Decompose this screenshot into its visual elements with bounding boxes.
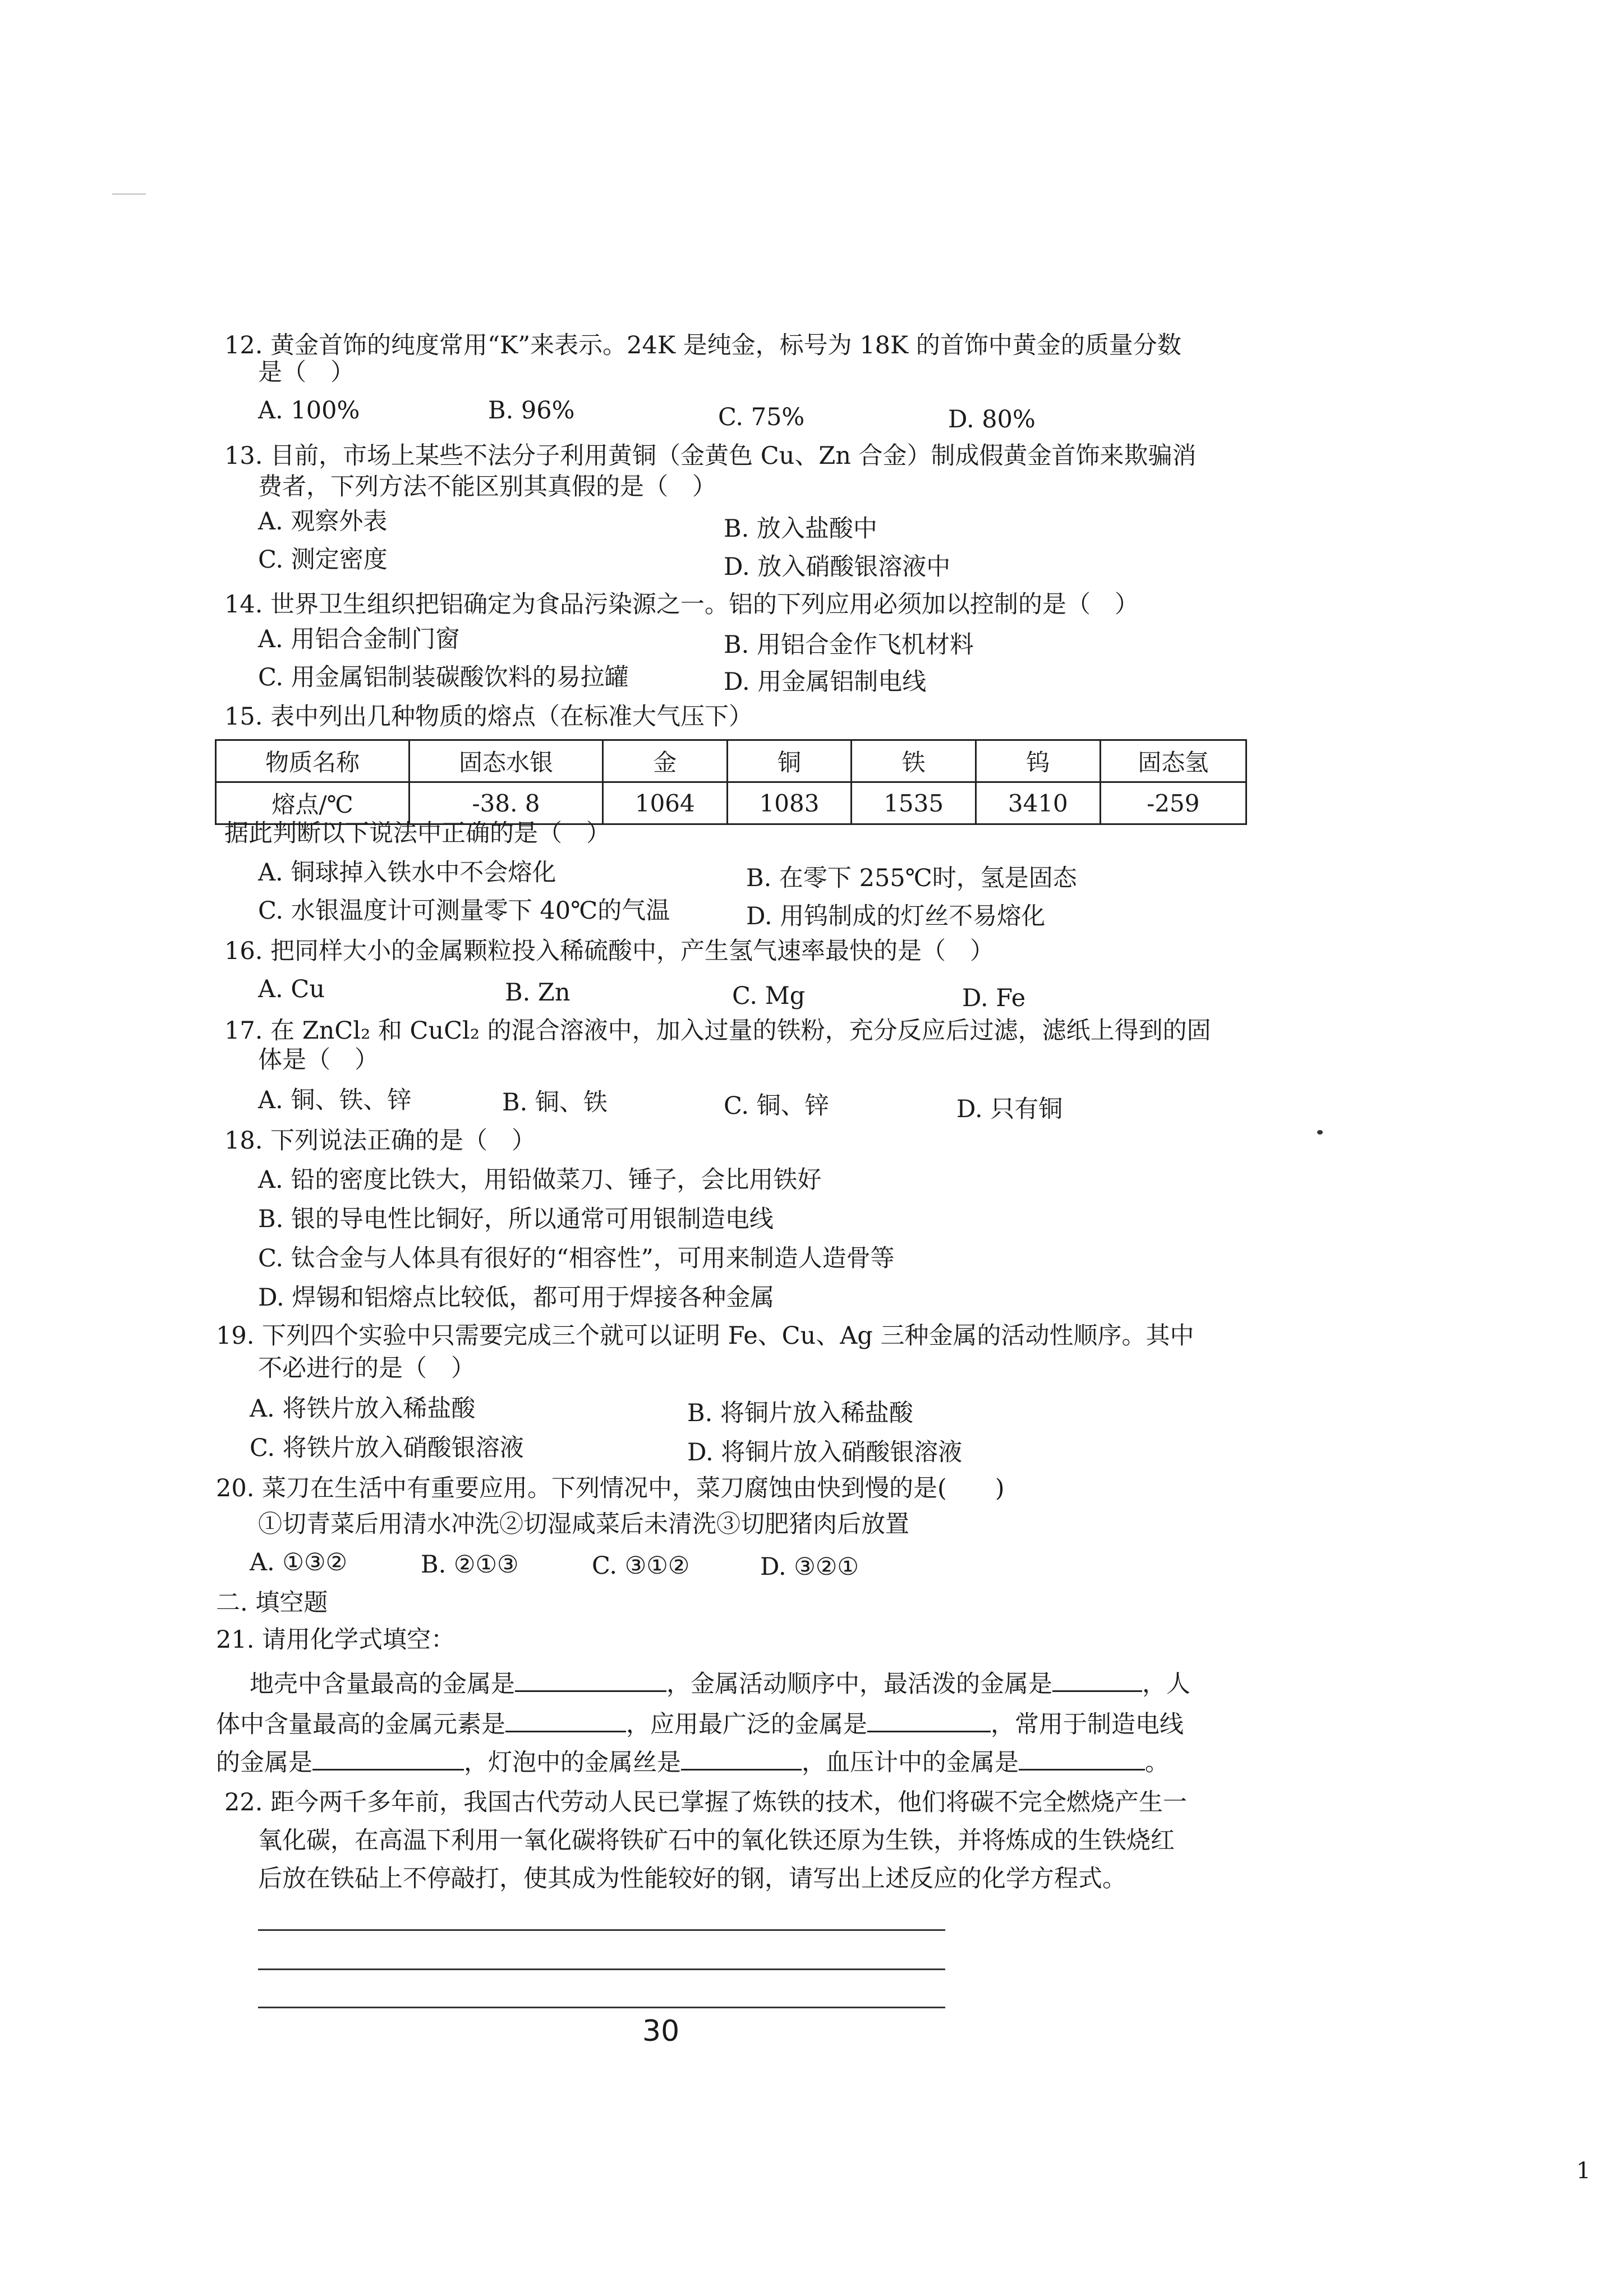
answer-blank[interactable] (515, 1668, 666, 1692)
question-18-line1: 18. 下列说法正确的是（ ） (224, 1127, 536, 1155)
question-17-line2: 体是（ ） (258, 1046, 379, 1074)
table-cell: 1064 (602, 782, 727, 824)
question-20-line2: ①切青菜后用清水冲洗②切湿咸菜后未清洗③切肥猪肉后放置 (258, 1510, 909, 1538)
q16-option-a: A. Cu (258, 975, 325, 1003)
question-21-line3 (216, 1746, 1169, 1778)
table-cell: 铜 (727, 740, 852, 782)
q12-option-a: A. 100% (258, 397, 360, 425)
q21-text: ，灯泡中的金属丝是 (464, 1749, 681, 1777)
question-17-line1: 17. 在 ZnCl₂ 和 CuCl₂ 的混合溶液中，加入过量的铁粉，充分反应后过滤，滤纸上得到的固 (224, 1017, 1211, 1045)
answer-line[interactable] (258, 2007, 945, 2008)
q20-option-d: D. ③②① (760, 1553, 859, 1581)
q14-option-c: C. 用金属铝制装碳酸饮料的易拉罐 (258, 663, 629, 691)
q18-option-d: D. 焊锡和铝熔点比较低，都可用于焊接各种金属 (258, 1284, 775, 1312)
answer-line[interactable] (258, 1968, 945, 1970)
q18-option-c: C. 钛合金与人体具有很好的“相容性”，可用来制造人造骨等 (258, 1244, 895, 1273)
q15-option-d: D. 用钨制成的灯丝不易熔化 (746, 902, 1046, 930)
question-14-line1: 14. 世界卫生组织把铝确定为食品污染源之一。铝的下列应用必须加以控制的是（ ） (224, 591, 1139, 619)
question-12-line1: 12. 黄金首饰的纯度常用“K”来表示。24K 是纯金，标号为 18K 的首饰中黄金的质量分数 (224, 331, 1181, 359)
table-cell: 固态水银 (409, 740, 602, 782)
q20-option-c: C. ③①② (592, 1552, 690, 1580)
q21-text: ，金属活动顺序中，最活泼的金属是 (666, 1670, 1052, 1698)
q14-option-d: D. 用金属铝制电线 (724, 668, 927, 696)
q21-text: 的金属是 (216, 1749, 312, 1777)
question-22-line3: 后放在铁砧上不停敲打，使其成为性能较好的钢，请写出上述反应的化学方程式。 (258, 1865, 1126, 1893)
q13-option-b: B. 放入盐酸中 (724, 515, 877, 543)
q21-text: ，血压计中的金属是 (802, 1749, 1019, 1777)
q21-text: ，人 (1142, 1670, 1190, 1698)
q13-option-a: A. 观察外表 (258, 508, 388, 536)
q21-text: ，应用最广泛的金属是 (626, 1711, 867, 1739)
table-cell: 金 (602, 740, 727, 782)
table-cell: -259 (1100, 782, 1246, 824)
q16-option-b: B. Zn (505, 979, 571, 1007)
q12-option-c: C. 75% (718, 403, 805, 431)
table-cell: 1083 (727, 782, 852, 824)
q17-option-a: A. 铜、铁、锌 (258, 1086, 412, 1114)
q14-option-b: B. 用铝合金作飞机材料 (724, 631, 974, 659)
q18-option-b: B. 银的导电性比铜好，所以通常可用银制造电线 (258, 1205, 774, 1233)
question-21-line2 (216, 1708, 1184, 1740)
table-cell: 物质名称 (216, 740, 410, 782)
q21-text: 体中含量最高的金属元素是 (216, 1711, 505, 1739)
question-13-line1: 13. 目前，市场上某些不法分子利用黄铜（金黄色 Cu、Zn 合金）制成假黄金首饰来欺骗消 (224, 442, 1197, 470)
q20-option-a: A. ①③② (250, 1548, 348, 1576)
question-13-line2: 费者，下列方法不能区别其真假的是（ ） (258, 473, 716, 501)
answer-blank[interactable] (1052, 1668, 1142, 1692)
question-21-line1 (250, 1668, 1190, 1700)
question-21-title: 21. 请用化学式填空： (216, 1626, 456, 1654)
table-cell: 1535 (852, 782, 976, 824)
section-fill-in-heading: 二. 填空题 (216, 1589, 328, 1617)
table-cell: 铁 (852, 740, 976, 782)
q17-option-b: B. 铜、铁 (502, 1089, 608, 1117)
question-16-line1: 16. 把同样大小的金属颗粒投入稀硫酸中，产生氢气速率最快的是（ ） (224, 937, 995, 965)
question-22-line2: 氧化碳，在高温下利用一氧化碳将铁矿石中的氧化铁还原为生铁，并将炼成的生铁烧红 (258, 1827, 1175, 1855)
question-22-line1: 22. 距今两千多年前，我国古代劳动人民已掌握了炼铁的技术，他们将碳不完全燃烧产生一 (224, 1788, 1188, 1816)
q17-option-d: D. 只有铜 (956, 1095, 1063, 1123)
q21-text: 地壳中含量最高的金属是 (250, 1670, 515, 1698)
question-19-line2: 不必进行的是（ ） (258, 1354, 475, 1382)
table-header-row (216, 740, 1246, 782)
q18-option-a: A. 铅的密度比铁大，用铅做菜刀、锤子，会比用铁好 (258, 1166, 822, 1194)
q16-option-d: D. Fe (962, 984, 1026, 1012)
answer-blank[interactable] (867, 1708, 991, 1732)
q19-option-a: A. 将铁片放入稀盐酸 (250, 1395, 476, 1423)
q14-option-a: A. 用铝合金制门窗 (258, 625, 460, 653)
answer-blank[interactable] (505, 1708, 626, 1732)
q13-option-d: D. 放入硝酸银溶液中 (724, 553, 951, 581)
answer-blank[interactable] (1019, 1746, 1145, 1771)
q21-text: ，常用于制造电线 (991, 1711, 1184, 1739)
corner-page-number: 1 (1576, 2158, 1591, 2184)
question-20-line1: 20. 菜刀在生活中有重要应用。下列情况中，菜刀腐蚀由快到慢的是( ) (216, 1474, 1005, 1502)
q12-option-b: B. 96% (488, 397, 575, 425)
table-cell: 钨 (976, 740, 1100, 782)
q21-text: 。 (1145, 1749, 1169, 1777)
q19-option-b: B. 将铜片放入稀盐酸 (687, 1399, 913, 1427)
scan-speck (1317, 1130, 1323, 1135)
table-cell: -38. 8 (409, 782, 602, 824)
handwritten-page-number: 30 (642, 2014, 680, 2048)
q17-option-c: C. 铜、锌 (724, 1092, 829, 1120)
answer-line[interactable] (258, 1929, 945, 1931)
question-15-line2: 据此判断以下说法中正确的是（ ） (224, 819, 610, 847)
scan-artifact (112, 193, 146, 195)
q19-option-c: C. 将铁片放入硝酸银溶液 (250, 1434, 524, 1462)
q13-option-c: C. 测定密度 (258, 546, 388, 574)
answer-blank[interactable] (312, 1746, 464, 1771)
melting-point-table (215, 739, 1247, 825)
table-cell: 熔点/℃ (216, 782, 410, 824)
q19-option-d: D. 将铜片放入硝酸银溶液 (687, 1439, 963, 1467)
table-cell: 固态氢 (1100, 740, 1246, 782)
answer-blank[interactable] (681, 1746, 802, 1771)
q15-option-b: B. 在零下 255℃时，氢是固态 (746, 864, 1077, 892)
q15-option-c: C. 水银温度计可测量零下 40℃的气温 (258, 897, 670, 925)
table-cell: 3410 (976, 782, 1100, 824)
question-19-line1: 19. 下列四个实验中只需要完成三个就可以证明 Fe、Cu、Ag 三种金属的活动性顺序。其中 (216, 1322, 1194, 1350)
q12-option-d: D. 80% (948, 405, 1036, 434)
q15-option-a: A. 铜球掉入铁水中不会熔化 (258, 859, 556, 887)
q20-option-b: B. ②①③ (421, 1551, 519, 1579)
question-15-line1: 15. 表中列出几种物质的熔点（在标准大气压下） (224, 703, 753, 731)
q16-option-c: C. Mg (732, 982, 806, 1010)
question-12-line2: 是（ ） (258, 358, 355, 386)
